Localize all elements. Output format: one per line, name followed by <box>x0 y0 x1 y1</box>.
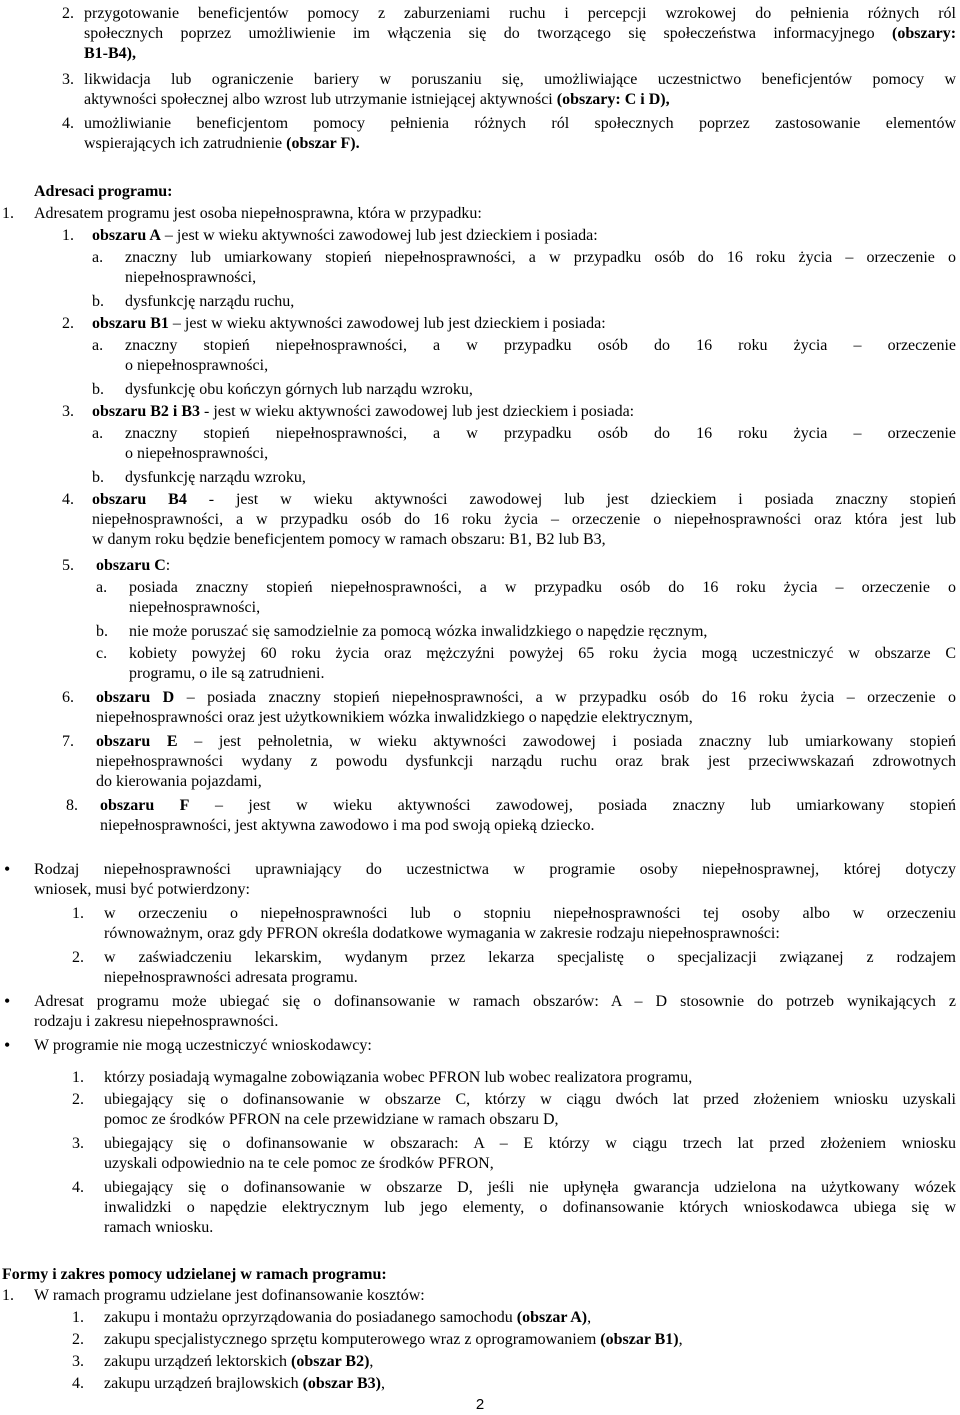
bold-text: obszaru B4 <box>92 491 187 508</box>
section-heading: Adresaci programu: <box>34 183 173 200</box>
bullet-icon: • <box>4 859 11 879</box>
bold-text: (obszar F). <box>286 135 360 152</box>
bullet-icon: • <box>4 1035 11 1055</box>
text-line: – jest w wieku aktywności zawodowej lub jest dzieckiem i posiada: <box>172 315 606 332</box>
text-line: przygotowanie beneficjentów pomocy z zaburzeniami ruchu i percepcji wzrokowej do pełnienia różnych ról <box>84 5 956 22</box>
list-number: a. <box>96 579 108 596</box>
text-line: niepełnosprawności wydany z powodu dysfunkcji narządu ruchu oraz brak jest przeciwwskazań zdrowotnych <box>96 753 956 770</box>
page-number: 2 <box>475 1396 485 1413</box>
list-number: 1. <box>2 1287 14 1304</box>
text-line: ubiegający się o dofinansowanie w obszarach: A – E którzy w ciągu trzech lat przed złożeniem wniosku <box>104 1135 956 1152</box>
bold-text: B1-B4), <box>84 45 136 62</box>
text-line: posiada znaczny stopień niepełnosprawności, a w przypadku osób do 16 roku życia – orzeczenie o <box>129 579 956 596</box>
list-number: 1. <box>2 205 14 222</box>
bold-text: obszaru D <box>96 689 175 706</box>
list-number: 5. <box>62 557 74 574</box>
text-line: W programie nie mogą uczestniczyć wnioskodawcy: <box>34 1037 372 1054</box>
list-number: b. <box>92 381 104 398</box>
text-line: – posiada znaczny stopień niepełnosprawności, a w przypadku osób do 16 roku życia – orzeczenie o <box>186 689 957 706</box>
bold-text: (obszar B2) <box>291 1353 370 1370</box>
text-line: : <box>165 557 171 574</box>
text-line: w danym roku będzie beneficjentem pomocy w ramach obszaru: B1, B2 lub B3, <box>92 531 606 548</box>
text-line: niepełnosprawności, <box>129 599 261 616</box>
text-line: umożliwianie beneficjentom pomocy pełnienia różnych ról społecznych poprzez zastosowanie elementów <box>84 115 956 132</box>
list-number: b. <box>96 623 108 640</box>
bold-text: (obszar B3) <box>302 1375 381 1392</box>
text-line: niepełnosprawności, jest aktywna zawodowo i ma pod swoją opieką dziecko. <box>100 817 595 834</box>
text-line: zakupu urządzeń lektorskich <box>104 1353 288 1370</box>
bold-text: (obszar A) <box>516 1309 588 1326</box>
list-number: 3. <box>72 1353 84 1370</box>
text-line: ramach wniosku. <box>104 1219 214 1236</box>
list-number: c. <box>96 645 108 662</box>
list-number: 8. <box>66 797 78 814</box>
list-number: 1. <box>62 227 74 244</box>
list-number: 3. <box>72 1135 84 1152</box>
text-line: aktywności społecznej albo wzrost lub utrzymanie istniejącej aktywności <box>84 91 553 108</box>
text-line: – jest pełnoletnia, w wieku aktywności zawodowej i posiada znaczny lub umiarkowany stopień <box>194 733 957 750</box>
text-line: społecznych poprzez umożliwienie im włączenia się do tworzącego się społeczeństwa informacyjnego <box>84 25 875 42</box>
bold-text: obszaru F <box>100 797 190 814</box>
list-number: 1. <box>72 1069 84 1086</box>
text-line: znaczny lub umiarkowany stopień niepełnosprawności, a w przypadku osób do 16 roku życia – orzeczenie o <box>125 249 956 266</box>
text-line: równoważnym, oraz gdy PFRON określa dodatkowe wymagania w zakresie rodzaju niepełnosprawności: <box>104 925 780 942</box>
bold-text: obszaru E <box>96 733 178 750</box>
text-line: Adresatem programu jest osoba niepełnosprawna, która w przypadku: <box>34 205 482 222</box>
section-heading: Formy i zakres pomocy udzielanej w ramach programu: <box>2 1266 387 1283</box>
list-number: 4. <box>62 115 74 132</box>
punctuation: , <box>587 1309 592 1326</box>
list-number: 4. <box>72 1179 84 1196</box>
bold-text: obszaru A <box>92 227 161 244</box>
text-line: likwidacja lub ograniczenie bariery w poruszaniu się, umożliwiające uczestnictwo beneficjentów pomocy w <box>84 71 956 88</box>
text-line: o niepełnosprawności, <box>125 357 269 374</box>
bold-text: obszaru B2 i B3 <box>92 403 201 420</box>
text-line: W ramach programu udzielane jest dofinansowanie kosztów: <box>34 1287 425 1304</box>
list-number: 3. <box>62 403 74 420</box>
bold-text: obszaru C <box>96 557 166 574</box>
text-line: niepełnosprawności adresata programu. <box>104 969 358 986</box>
text-line: uzyskali odpowiednio na te cele pomoc ze środków PFRON, <box>104 1155 494 1172</box>
punctuation: , <box>678 1331 683 1348</box>
text-line: inwalidzki o napędzie elektrycznym lub jego elementy, o dofinansowanie których wnioskodawca ubiega się w <box>104 1199 956 1216</box>
list-number: 2. <box>62 315 74 332</box>
bold-text: obszaru B1 <box>92 315 169 332</box>
text-line: pomoc ze środków PFRON na cele przewidziane w ramach obszaru D, <box>104 1111 559 1128</box>
text-line: programu, o ile są zatrudnieni. <box>129 665 325 682</box>
text-line: Adresat programu może ubiegać się o dofinansowanie w ramach obszarów: A – D stosownie do potrzeb wynikających z <box>34 993 956 1010</box>
text-line: znaczny stopień niepełnosprawności, a w przypadku osób do 16 roku życia – orzeczenie <box>125 425 956 442</box>
text-line: rodzaju i zakresu niepełnosprawności. <box>34 1013 279 1030</box>
text-line: ubiegający się o dofinansowanie w obszarze D, jeśli nie upłynęła gwarancja udzielona na użytkowany wózek <box>104 1179 956 1196</box>
text-line: dysfunkcję narządu ruchu, <box>125 293 295 310</box>
text-line: – jest w wieku aktywności zawodowej lub jest dzieckiem i posiada: <box>164 227 598 244</box>
punctuation: , <box>380 1375 385 1392</box>
text-line: którzy posiadają wymagalne zobowiązania wobec PFRON lub wobec realizatora programu, <box>104 1069 693 1086</box>
text-line: w zaświadczeniu lekarskim, wydanym przez lekarza specjalistę o specjalizacji związanej z rodzajem <box>104 949 956 966</box>
text-line: dysfunkcję obu kończyn górnych lub narządu wzroku, <box>125 381 473 398</box>
list-number: 2. <box>72 949 84 966</box>
list-number: b. <box>92 293 104 310</box>
text-line: znaczny stopień niepełnosprawności, a w przypadku osób do 16 roku życia – orzeczenie <box>125 337 956 354</box>
list-number: 6. <box>62 689 74 706</box>
list-number: 4. <box>72 1375 84 1392</box>
text-line: dysfunkcję narządu wzroku, <box>125 469 306 486</box>
list-number: 2. <box>62 5 74 22</box>
text-line: - jest w wieku aktywności zawodowej lub jest dzieckiem i posiada: <box>204 403 635 420</box>
list-number: 7. <box>62 733 74 750</box>
list-number: 4. <box>62 491 74 508</box>
text-line: zakupu i montażu oprzyrządowania do posiadanego samochodu <box>104 1309 513 1326</box>
list-number: b. <box>92 469 104 486</box>
bold-text: (obszary: C i D), <box>556 91 670 108</box>
text-line: nie może poruszać się samodzielnie za pomocą wózka inwalidzkiego o napędzie ręcznym, <box>129 623 708 640</box>
list-number: 1. <box>72 1309 84 1326</box>
text-line: niepełnosprawności oraz jest użytkownikiem wózka inwalidzkiego o napędzie elektrycznym, <box>96 709 693 726</box>
text-line: niepełnosprawności, a w przypadku osób do 16 roku życia – orzeczenie o niepełnosprawności oraz która jest lub <box>92 511 956 528</box>
punctuation: , <box>369 1353 374 1370</box>
list-number: 2. <box>72 1331 84 1348</box>
bullet-icon: • <box>4 991 11 1011</box>
bold-text: (obszary: <box>892 25 957 42</box>
list-number: 3. <box>62 71 74 88</box>
text-line: ubiegający się o dofinansowanie w obszarze C, którzy w ciągu dwóch lat przed złożeniem wniosku uzyskali <box>104 1091 956 1108</box>
text-line: niepełnosprawności, <box>125 269 257 286</box>
text-line: zakupu urządzeń brajlowskich <box>104 1375 299 1392</box>
list-number: 2. <box>72 1091 84 1108</box>
text-line: w orzeczeniu o niepełnosprawności lub o stopniu niepełnosprawności tej osoby albo w orzeczeniu <box>104 905 956 922</box>
text-line: wspierających ich zatrudnienie <box>84 135 283 152</box>
list-number: a. <box>92 425 104 442</box>
text-line: zakupu specjalistycznego sprzętu komputerowego wraz z oprogramowaniem <box>104 1331 597 1348</box>
text-line: o niepełnosprawności, <box>125 445 269 462</box>
text-line: – jest w wieku aktywności zawodowej, posiada znaczny lub umiarkowany stopień <box>214 797 957 814</box>
list-number: a. <box>92 249 104 266</box>
bold-text: (obszar B1) <box>600 1331 679 1348</box>
list-number: 1. <box>72 905 84 922</box>
text-line: do kierowania pojazdami, <box>96 773 262 790</box>
text-line: Rodzaj niepełnosprawności uprawniający do uczestnictwa w programie osoby niepełnosprawnej, której dotyczy <box>34 861 956 878</box>
text-line: wniosek, musi być potwierdzony: <box>34 881 250 898</box>
text-line: - jest w wieku aktywności zawodowej lub jest dzieckiem i posiada znaczny stopień <box>208 491 956 508</box>
text-line: kobiety powyżej 60 roku życia oraz mężczyźni powyżej 65 roku życia mogą uczestniczyć w obszarze C <box>129 645 956 662</box>
list-number: a. <box>92 337 104 354</box>
